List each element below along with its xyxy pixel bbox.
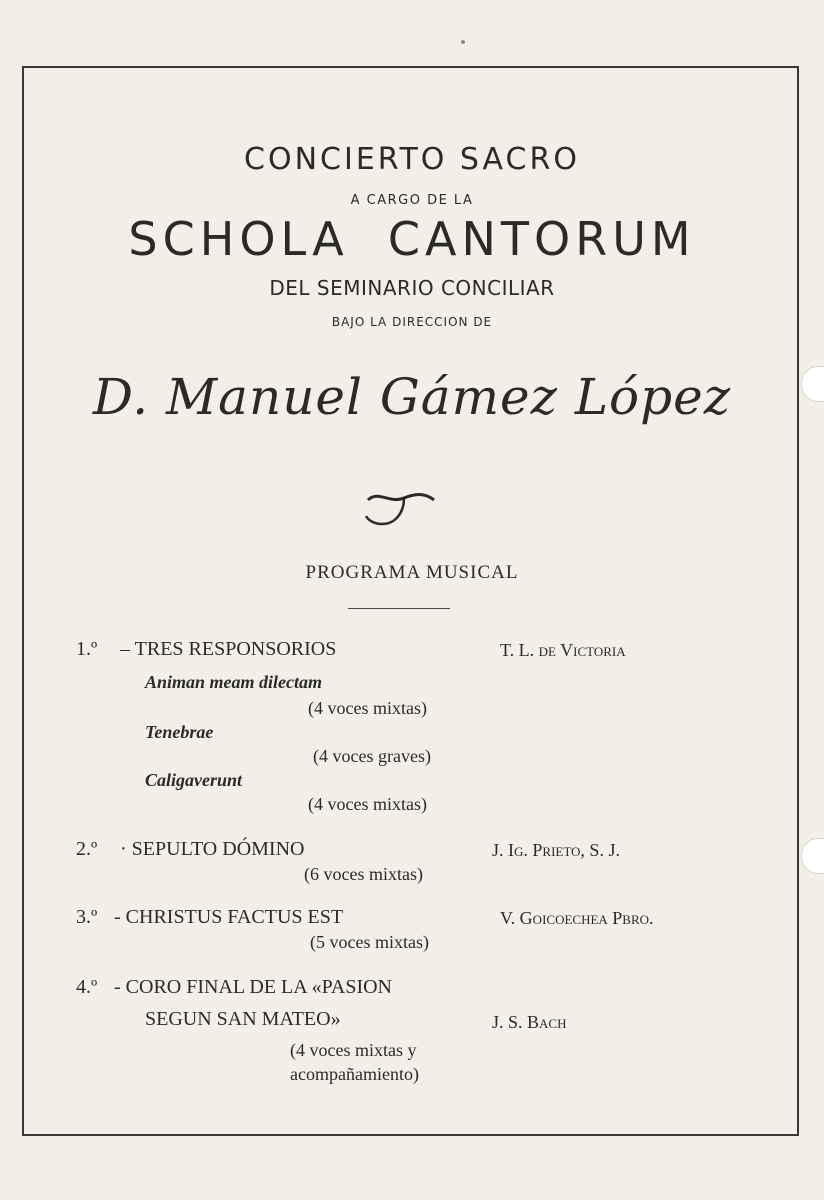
item-2-voices: (6 voces mixtas)	[304, 864, 423, 884]
item-1-work-2: Tenebrae	[145, 722, 214, 742]
subtitle-a-cargo: A CARGO DE LA	[350, 193, 474, 208]
title-divider	[348, 608, 450, 609]
item-1-number: 1.º	[76, 638, 98, 660]
item-4-composer: J. S. Bach	[492, 1012, 567, 1032]
item-2-composer: J. Ig. Prieto, S. J.	[492, 840, 620, 860]
seminary-line: DEL SEMINARIO CONCILIAR	[269, 276, 555, 300]
concert-title: CONCIERTO SACRO	[244, 142, 580, 177]
item-4-title-line-1: - CORO FINAL DE LA «PASION	[114, 976, 392, 998]
item-3-voices: (5 voces mixtas)	[310, 932, 429, 952]
item-1-voices-1: (4 voces mixtas)	[308, 698, 427, 718]
director-name: D. Manuel Gámez López	[92, 368, 732, 426]
paper-speck	[461, 40, 465, 44]
item-1-composer: T. L. de Victoria	[500, 640, 626, 660]
item-4-voices-line-2: acompañamiento)	[290, 1064, 419, 1084]
flourish-ornament	[360, 486, 440, 531]
item-3-number: 3.º	[76, 906, 98, 928]
item-3-title: - CHRISTUS FACTUS EST	[114, 906, 344, 928]
choir-name: SCHOLA CANTORUM	[128, 212, 696, 266]
item-2-title: · SEPULTO DÓMINO	[120, 838, 305, 860]
item-1-title: – TRES RESPONSORIOS	[120, 638, 337, 660]
punch-hole-bottom	[801, 838, 824, 874]
direction-line: BAJO LA DIRECCION DE	[331, 315, 493, 329]
item-4-number: 4.º	[76, 976, 98, 998]
item-1-voices-2: (4 voces graves)	[313, 746, 431, 766]
item-2-number: 2.º	[76, 838, 98, 860]
item-1-work-1: Animan meam dilectam	[145, 672, 323, 692]
program-title: PROGRAMA MUSICAL	[305, 562, 519, 583]
item-3-composer: V. Goicoechea Pbro.	[500, 908, 654, 928]
item-1-voices-3: (4 voces mixtas)	[308, 794, 427, 814]
item-1-work-3: Caligaverunt	[145, 770, 243, 790]
item-4-voices-line-1: (4 voces mixtas y	[290, 1040, 417, 1060]
item-4-title-line-2: SEGUN SAN MATEO»	[145, 1008, 341, 1030]
